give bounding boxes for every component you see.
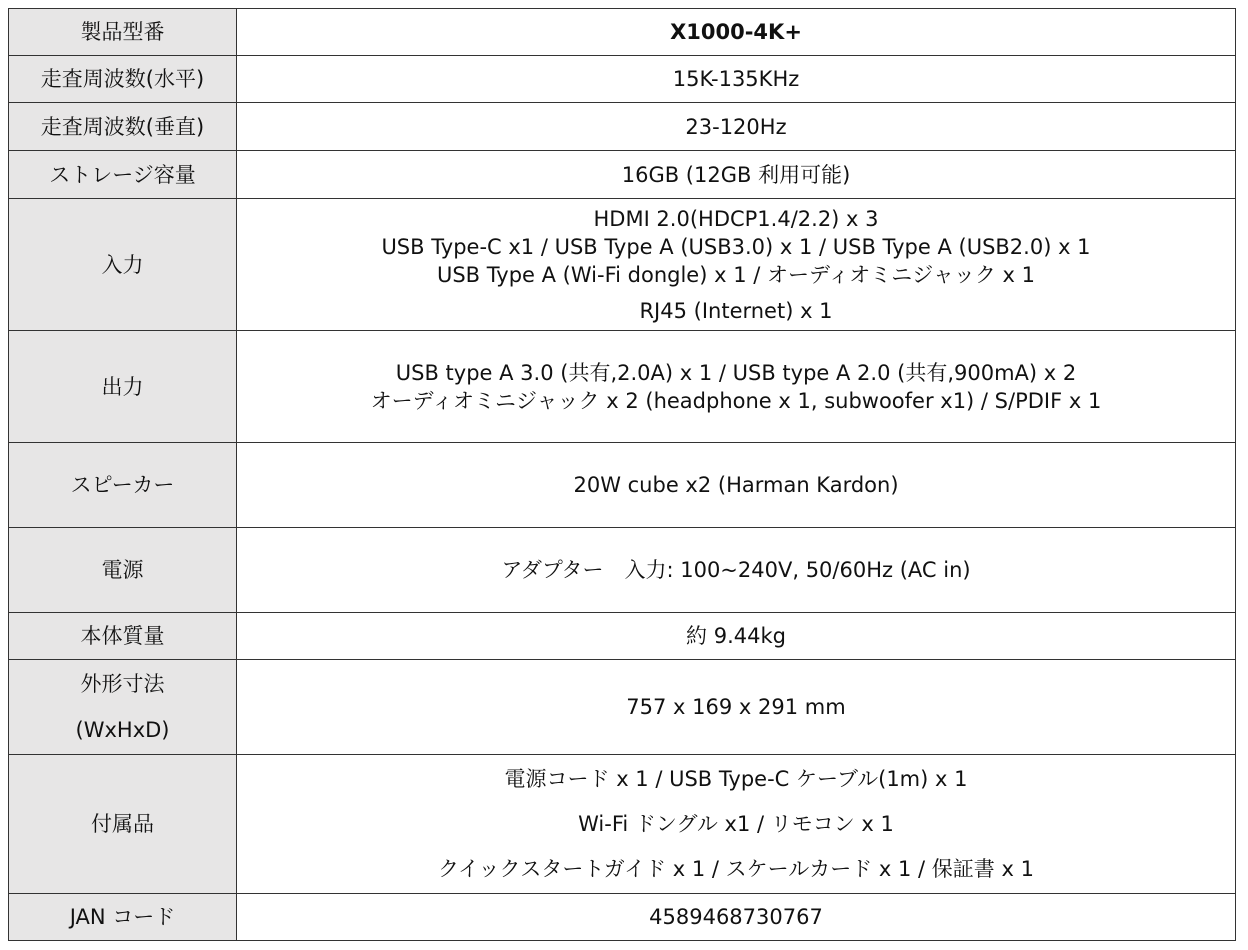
input-line-usb-wifi-audio: USB Type A (Wi-Fi dongle) x 1 / オーディオミニジャック x 1 [436,262,1036,287]
spec-label-accessories: 付属品 [9,755,237,894]
spec-value-vertical-frequency: 23-120Hz [237,103,1236,151]
spec-label-model: 製品型番 [9,9,237,56]
spec-row-dimensions [9,660,1236,755]
dimensions-label-line-2: (WxHxD) [75,718,170,742]
spec-value-weight: 約 9.44kg [237,613,1236,660]
spec-value-dimensions: 757 x 169 x 291 mm [237,660,1236,755]
spec-value-horizontal-frequency: 15K-135KHz [237,56,1236,103]
spec-row-input [9,199,1236,331]
spec-label-power: 電源 [9,528,237,613]
accessories-line-dongle-remote: Wi-Fi ドングル x1 / リモコン x 1 [578,812,894,836]
spec-label-output: 出力 [9,331,237,443]
input-line-usb: USB Type-C x1 / USB Type A (USB3.0) x 1 / USB Type A (USB2.0) x 1 [381,234,1091,259]
spec-label-input: 入力 [9,199,237,331]
spec-value-model: X1000-4K+ [237,9,1236,56]
spec-row-output [9,331,1236,443]
spec-value-power: アダプター 入力: 100~240V, 50/60Hz (AC in) [237,528,1236,613]
accessories-line-power-cable: 電源コード x 1 / USB Type-C ケーブル(1m) x 1 [504,767,968,791]
spec-row-power [9,528,1236,613]
spec-label-speaker: スピーカー [9,443,237,528]
spec-row-weight [9,613,1236,660]
spec-label-weight: 本体質量 [9,613,237,660]
input-line-rj45: RJ45 (Internet) x 1 [639,298,833,323]
spec-value-input [237,199,1236,331]
output-line-audio: オーディオミニジャック x 2 (headphone x 1, subwoofer x1) / S/PDIF x 1 [370,388,1102,413]
dimensions-label-line-1: 外形寸法 [80,672,165,696]
spec-row-speaker [9,443,1236,528]
accessories-line-guides: クイックスタートガイド x 1 / スケールカード x 1 / 保証書 x 1 [438,857,1034,881]
spec-value-jan: 4589468730767 [237,894,1236,941]
spec-row-storage [9,151,1236,199]
spec-row-horizontal-frequency [9,56,1236,103]
spec-table [8,8,1236,941]
spec-label-dimensions [9,660,237,755]
spec-value-output [237,331,1236,443]
spec-row-vertical-frequency [9,103,1236,151]
spec-label-horizontal-frequency: 走査周波数(水平) [9,56,237,103]
spec-row-jan [9,894,1236,941]
spec-row-model [9,9,1236,56]
spec-value-storage: 16GB (12GB 利用可能) [237,151,1236,199]
spec-label-vertical-frequency: 走査周波数(垂直) [9,103,237,151]
output-line-usb: USB type A 3.0 (共有,2.0A) x 1 / USB type A 2.0 (共有,900mA) x 2 [395,360,1077,385]
spec-label-storage: ストレージ容量 [9,151,237,199]
input-line-hdmi: HDMI 2.0(HDCP1.4/2.2) x 3 [593,206,879,231]
spec-row-accessories [9,755,1236,894]
spec-label-jan: JAN コード [9,894,237,941]
spec-value-accessories [237,755,1236,894]
spec-value-speaker: 20W cube x2 (Harman Kardon) [237,443,1236,528]
